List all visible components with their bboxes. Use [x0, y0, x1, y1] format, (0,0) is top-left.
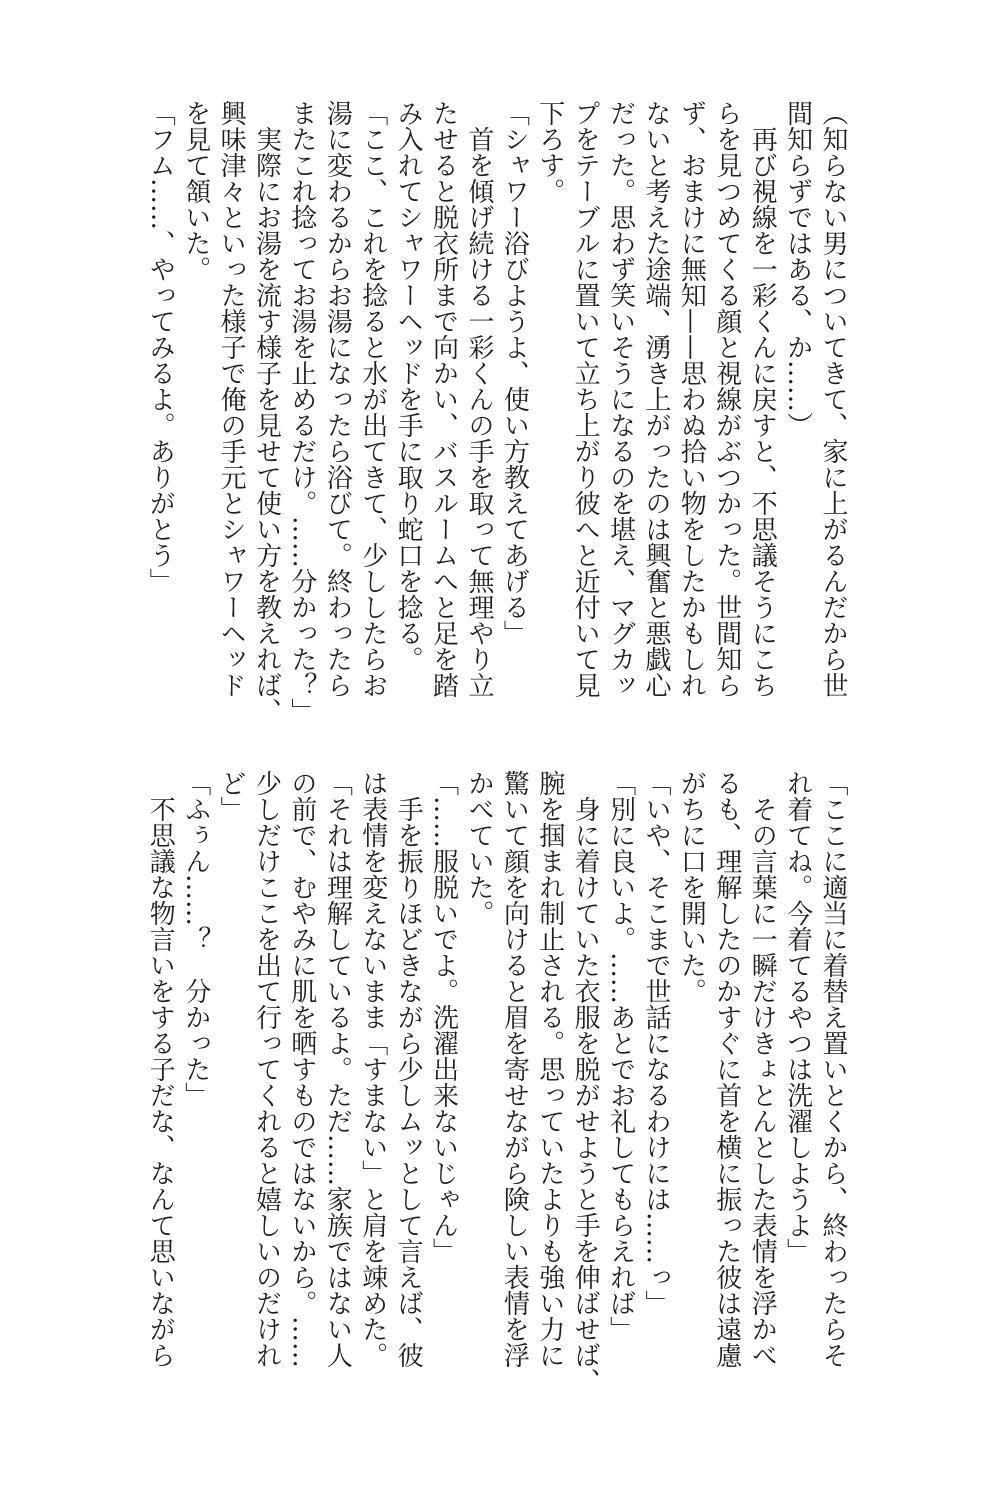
text-column: るも、理解したのかすぐに首を横に振った彼は遠慮	[711, 770, 742, 1368]
text-column: 「ここ、これを捻ると水が出てきて、少ししたらお	[357, 100, 388, 698]
bottom-text-block	[142, 770, 850, 1410]
text-column: 下ろす。	[534, 100, 565, 204]
text-column: み入れてシャワーヘッドを手に取り蛇口を捻る。	[393, 100, 424, 672]
text-column: かべていた。	[463, 770, 494, 926]
text-column: がちに口を開いた。	[676, 770, 707, 1004]
text-column: ず、おまけに無知——思わぬ拾い物をしたかもしれ	[676, 100, 707, 698]
text-column: その言葉に一瞬だけきょとんとした表情を浮かべ	[747, 770, 778, 1368]
text-column: 「それは理解しているよ。ただ……家族ではない人	[322, 770, 353, 1368]
text-column: の前で、むやみに肌を晒すものではないから。……	[286, 770, 317, 1368]
text-column: 湯に変わるからお湯になったら浴びて。終わったら	[322, 100, 353, 698]
text-column: 驚いて顔を向けると眉を寄せながら険しい表情を浮	[499, 770, 530, 1368]
text-column: 手を振りほどきながら少しムッとして言えば、彼	[393, 770, 424, 1368]
text-column: 実際にお湯を流す様子を見せて使い方を教えれば、	[251, 100, 282, 724]
text-column: を見て頷いた。	[180, 100, 211, 282]
text-column: 「フム……、やってみるよ。ありがとう」	[145, 100, 176, 594]
text-column: プをテーブルに置いて立ち上がり彼へと近付いて見	[570, 100, 601, 698]
text-column: 不思議な物言いをする子だな、なんて思いながら	[145, 770, 176, 1368]
text-column: 「いや、そこまで世話になるわけには……っ」	[640, 770, 671, 1316]
text-column: 身に着けていた衣服を脱がせようと手を伸ばせば、	[570, 770, 601, 1394]
text-column: 「……服脱いでよ。洗濯出来ないじゃん」	[428, 770, 459, 1264]
text-column: らを見つめてくる顔と視線がぶつかった。世間知ら	[711, 100, 742, 698]
text-column: 少しだけここを出て行ってくれると嬉しいのだけれ	[251, 770, 282, 1368]
text-column: 間知らずではある、か……）	[782, 100, 813, 438]
text-column: たせると脱衣所まで向かい、バスルームへと足を踏	[428, 100, 459, 698]
text-column: 「ふぅん……？ 分かった」	[180, 770, 211, 1108]
text-column: は表情を変えないまま「すまない」と肩を竦めた。	[357, 770, 388, 1368]
text-column: ど」	[216, 770, 247, 822]
text-column: 腕を掴まれ制止される。思っていたよりも強い力に	[534, 770, 565, 1368]
text-column: 「別に良いよ。……あとでお礼してもらえれば」	[605, 770, 636, 1342]
text-column: 再び視線を一彩くんに戻すと、不思議そうにこち	[747, 100, 778, 698]
text-column: れ着てね。今着てるやつは洗濯しようよ」	[782, 770, 813, 1264]
text-column: またこれ捻ってお湯を止めるだけ。……分かった？」	[286, 100, 317, 724]
text-column: 「シャワー浴びようよ、使い方教えてあげる」	[499, 100, 530, 646]
text-column: 首を傾げ続ける一彩くんの手を取って無理やり立	[463, 100, 494, 698]
text-column: だった。思わず笑いそうになるのを堪え、マグカッ	[605, 100, 636, 698]
text-column: 興味津々といった様子で俺の手元とシャワーヘッド	[216, 100, 247, 698]
text-column: 「ここに適当に着替え置いとくから、終わったらそ	[818, 770, 848, 1368]
text-column: （知らない男についてきて、家に上がるんだから世	[818, 100, 848, 698]
top-text-block	[142, 100, 850, 740]
text-column: ないと考えた途端、湧き上がったのは興奮と悪戯心	[640, 100, 671, 698]
